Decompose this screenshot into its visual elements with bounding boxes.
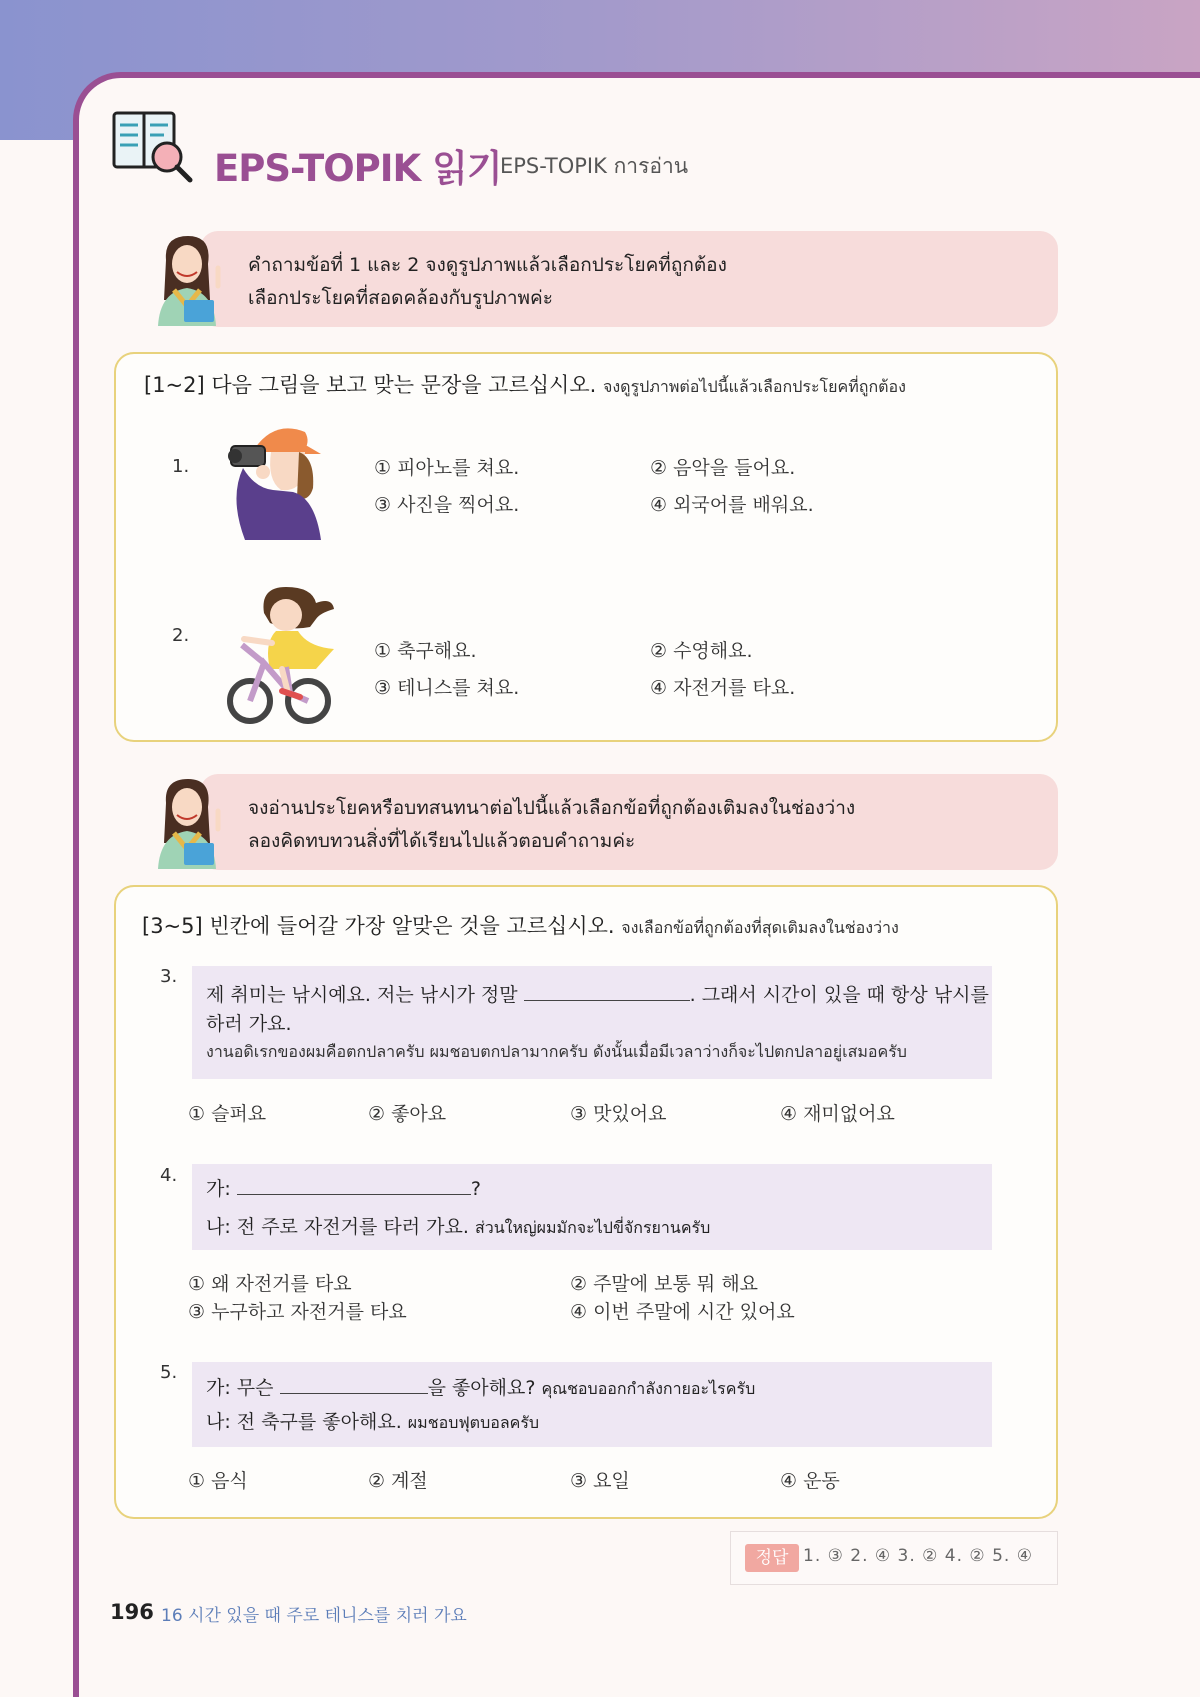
question-5-line-2-thai: ผมชอบฟุตบอลครับ bbox=[407, 1413, 540, 1432]
question-4-line-2: 나: 전 주로 자전거를 타러 가요. ส่วนใหญ่ผมมักจะไปขี่จักรยานครับ bbox=[206, 1216, 711, 1238]
question-2-option-1[interactable]: ① 축구해요. bbox=[374, 640, 477, 662]
question-4-blank bbox=[237, 1176, 471, 1195]
question-4-option-4[interactable]: ④ 이번 주말에 시간 있어요 bbox=[570, 1301, 795, 1323]
question-1-option-1[interactable]: ① 피아노를 쳐요. bbox=[374, 457, 520, 479]
section-2-heading bbox=[142, 910, 899, 941]
question-5-line-1: 가: 무슨 을 좋아해요? คุณชอบออกกำลังกายอะไรครับ bbox=[206, 1377, 756, 1399]
question-1-option-2[interactable]: ② 음악을 들어요. bbox=[650, 457, 796, 479]
section-2-heading-thai: จงเลือกข้อที่ถูกต้องที่สุดเติมลงในช่องว่าง bbox=[621, 918, 899, 937]
question-5-blank bbox=[280, 1375, 428, 1394]
question-4-option-2[interactable]: ② 주말에 보통 뭐 해요 bbox=[570, 1273, 759, 1295]
question-5-number: 5. bbox=[160, 1362, 178, 1383]
question-3-sentence-2: 하러 가요. bbox=[206, 1013, 292, 1035]
question-3-blank bbox=[524, 982, 690, 1001]
question-2-option-4[interactable]: ④ 자전거를 타요. bbox=[650, 677, 796, 699]
question-4-line-1: 가: ? bbox=[206, 1178, 481, 1200]
question-5-line-1-thai: คุณชอบออกกำลังกายอะไรครับ bbox=[541, 1379, 756, 1398]
question-1-photographer-picture bbox=[225, 418, 325, 540]
teacher-illustration bbox=[144, 773, 234, 869]
answer-key-text: 1. ③ 2. ④ 3. ② 4. ② 5. ④ bbox=[803, 1546, 1033, 1566]
question-5-option-3[interactable]: ③ 요일 bbox=[570, 1470, 630, 1492]
teacher-illustration bbox=[144, 230, 234, 326]
question-4-number: 4. bbox=[160, 1165, 178, 1186]
question-1-option-4[interactable]: ④ 외국어를 배워요. bbox=[650, 494, 814, 516]
question-3-option-2[interactable]: ② 좋아요 bbox=[368, 1103, 447, 1125]
question-2-number: 2. bbox=[172, 625, 190, 646]
question-1-option-3[interactable]: ③ 사진을 찍어요. bbox=[374, 494, 520, 516]
question-3-number: 3. bbox=[160, 966, 178, 987]
question-1-number: 1. bbox=[172, 456, 190, 477]
section-subtitle: EPS-TOPIK การอ่าน bbox=[500, 154, 689, 178]
question-3-sentence-1: 제 취미는 낚시예요. 저는 낚시가 정말 . 그래서 시간이 있을 때 항상 낚시를 bbox=[206, 984, 989, 1006]
question-5-option-2[interactable]: ② 계절 bbox=[368, 1470, 428, 1492]
question-2-option-2[interactable]: ② 수영해요. bbox=[650, 640, 753, 662]
question-3-option-1[interactable]: ① 슬퍼요 bbox=[188, 1103, 267, 1125]
section-2-heading-korean: [3~5] 빈칸에 들어갈 가장 알맞은 것을 고르십시오. bbox=[142, 914, 615, 938]
question-3-passage bbox=[192, 966, 992, 1079]
question-5-line-2: 나: 전 축구를 좋아해요. ผมชอบฟุตบอลครับ bbox=[206, 1411, 540, 1433]
question-5-dialogue bbox=[192, 1362, 992, 1447]
instruction-1-line-1: คำถามข้อที่ 1 และ 2 จงดูรูปภาพแล้วเลือกประโยคที่ถูกต้อง bbox=[248, 254, 727, 276]
section-1-heading bbox=[144, 369, 906, 400]
reading-book-icon bbox=[112, 107, 194, 185]
answer-key-label: 정답 bbox=[745, 1544, 799, 1572]
question-3-option-4[interactable]: ④ 재미없어요 bbox=[780, 1103, 895, 1125]
instruction-2-line-1: จงอ่านประโยคหรือบทสนทนาต่อไปนี้แล้วเลือกข้อที่ถูกต้องเติมลงในช่องว่าง bbox=[248, 797, 856, 819]
question-5-option-4[interactable]: ④ 운동 bbox=[780, 1470, 840, 1492]
question-2-bicycle-picture bbox=[220, 583, 338, 727]
page-number: 196 bbox=[110, 1600, 154, 1624]
question-3-option-3[interactable]: ③ 맛있어요 bbox=[570, 1103, 667, 1125]
section-title: EPS-TOPIK 읽기 bbox=[214, 147, 502, 190]
question-4-option-1[interactable]: ① 왜 자전거를 타요 bbox=[188, 1273, 352, 1295]
instruction-1-line-2: เลือกประโยคที่สอดคล้องกับรูปภาพค่ะ bbox=[248, 287, 553, 309]
chapter-title: 16 시간 있을 때 주로 테니스를 치러 가요 bbox=[161, 1606, 467, 1626]
question-4-dialogue bbox=[192, 1164, 992, 1250]
question-5-option-1[interactable]: ① 음식 bbox=[188, 1470, 248, 1492]
question-3-thai-translation: งานอดิเรกของผมคือตกปลาครับ ผมชอบตกปลามากครับ ดังนั้นเมื่อมีเวลาว่างก็จะไปตกปลาอยู่เสมอครับ bbox=[206, 1042, 907, 1061]
section-1-heading-thai: จงดูรูปภาพต่อไปนี้แล้วเลือกประโยคที่ถูกต้อง bbox=[602, 377, 906, 396]
section-1-heading-korean: [1~2] 다음 그림을 보고 맞는 문장을 고르십시오. bbox=[144, 373, 597, 397]
sheet-corner-accent bbox=[73, 150, 79, 192]
instruction-2-line-2: ลองคิดทบทวนสิ่งที่ได้เรียนไปแล้วตอบคำถามค่ะ bbox=[248, 830, 636, 852]
answer-key-panel bbox=[730, 1531, 1058, 1585]
question-4-line-2-thai: ส่วนใหญ่ผมมักจะไปขี่จักรยานครับ bbox=[474, 1218, 711, 1237]
question-4-option-3[interactable]: ③ 누구하고 자전거를 타요 bbox=[188, 1301, 407, 1323]
question-2-option-3[interactable]: ③ 테니스를 쳐요. bbox=[374, 677, 520, 699]
